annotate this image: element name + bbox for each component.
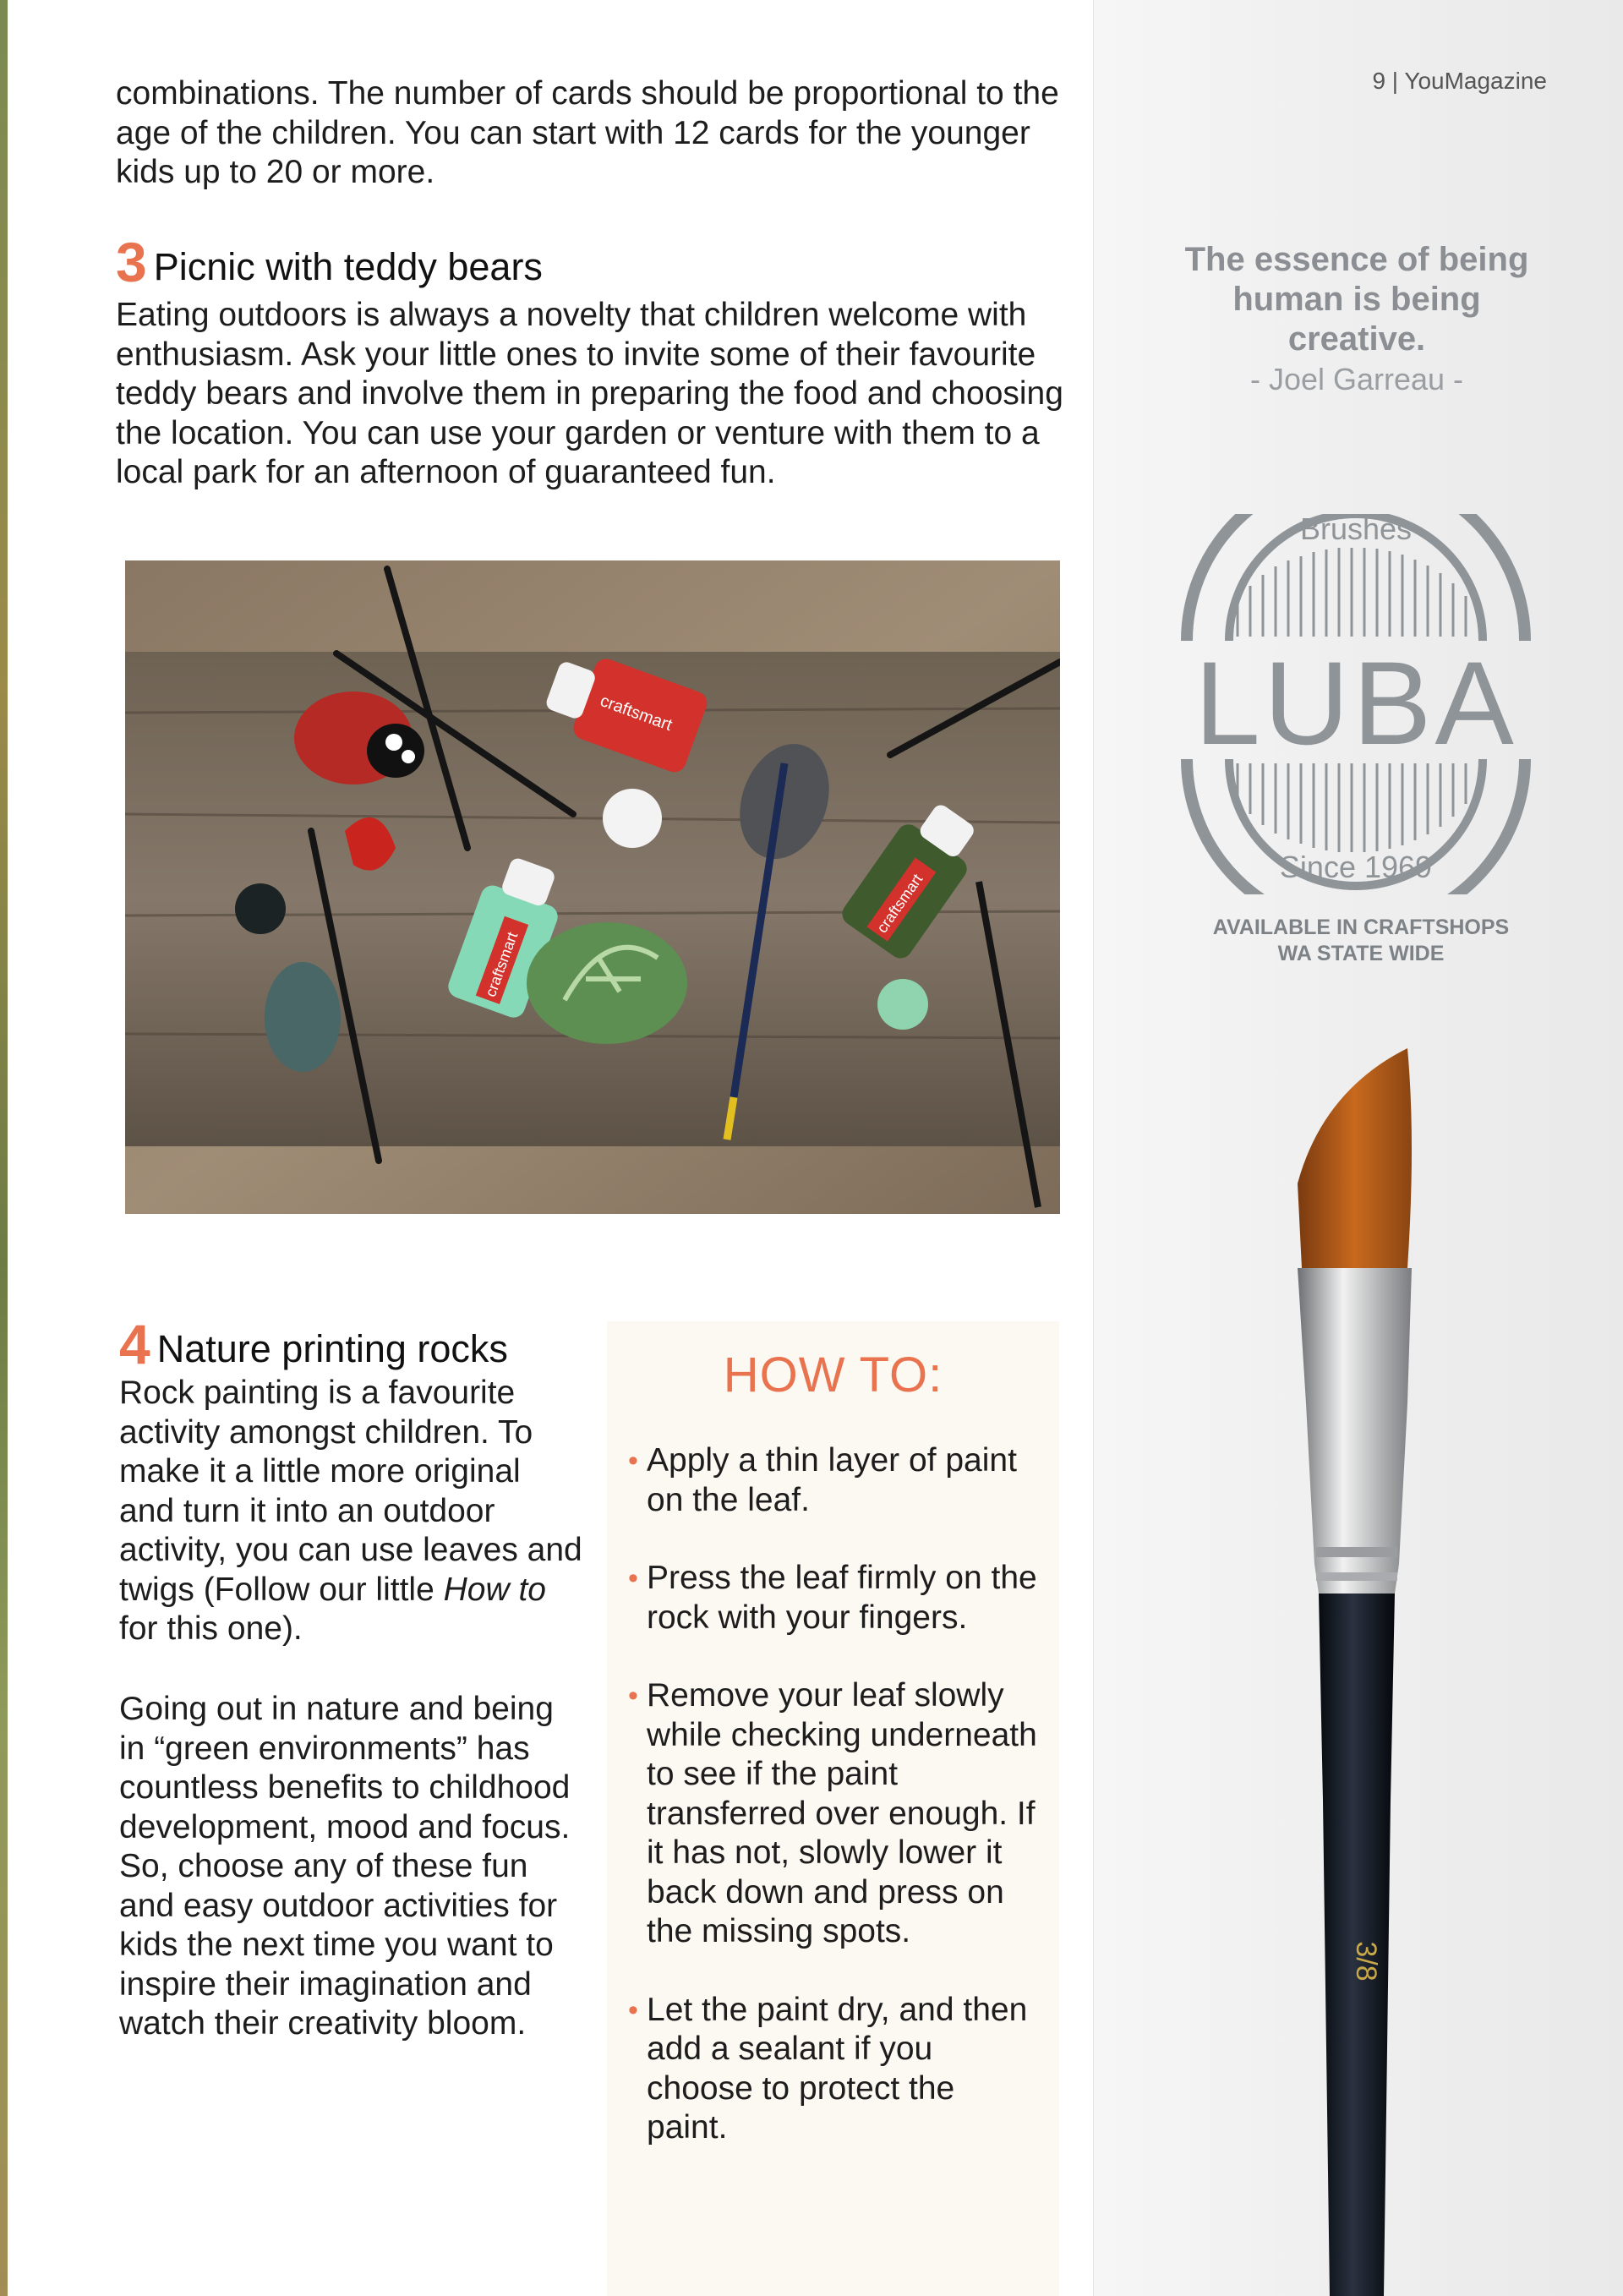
bullet-icon: • bbox=[628, 1680, 638, 1712]
how-to-step: • Remove your leaf slowly while checking underneath to see if the paint transferred over enough. If it has not, slowly lower it back down and press on the missing spots. bbox=[628, 1677, 1037, 1949]
section-4-body-end: for this one). bbox=[119, 1610, 303, 1647]
logo-top-text: Brushes bbox=[1299, 514, 1413, 546]
logo-bottom-text: Since 1969 bbox=[1279, 850, 1433, 884]
section-4-title: Nature printing rocks bbox=[156, 1327, 508, 1370]
availability-line-1: AVAILABLE IN CRAFTSHOPS bbox=[1212, 916, 1510, 939]
brush-size-label: 3/8 bbox=[1350, 1941, 1382, 1982]
paintbrush-image bbox=[1272, 1040, 1441, 2296]
section-3-body: Eating outdoors is always a novelty that children welcome with enthusiasm. Ask your little ones to invite some of their favourite teddy bears and involve them in preparing the food and choosing the location. You can use your garden or venture with them to a local park for an afternoon of guaranteed fun. bbox=[116, 297, 1063, 490]
how-to-title: HOW TO: bbox=[723, 1348, 943, 1402]
left-edge-photo-strip bbox=[0, 0, 8, 2296]
section-3-heading bbox=[116, 231, 877, 293]
bottle-label-red: craftsmart bbox=[597, 692, 675, 735]
how-to-step: • Press the leaf firmly on the rock with your fingers. bbox=[628, 1560, 1037, 1636]
rock-painting-photo bbox=[125, 560, 1060, 1214]
bullet-icon: • bbox=[628, 1993, 638, 2026]
how-to-steps bbox=[630, 1441, 1044, 2187]
how-to-step: • Let the paint dry, and then add a sealant if you choose to protect the paint. bbox=[628, 1991, 1028, 2146]
bullet-icon: • bbox=[628, 1562, 638, 1594]
section-4-heading bbox=[119, 1313, 643, 1375]
section-3-number: 3 bbox=[116, 231, 147, 293]
sidebar-quote: The essence of being human is being creative. bbox=[1184, 241, 1529, 358]
page-number: 9 | YouMagazine bbox=[1372, 68, 1547, 94]
availability-note bbox=[1183, 915, 1538, 967]
how-to-reference: How to bbox=[443, 1571, 546, 1608]
bullet-icon: • bbox=[628, 1445, 638, 1477]
section-4-body-start: Rock painting is a favourite activity amongst children. To make it a little more original and turn it into an outdoor activity, you can use leaves and twigs (Follow our little bbox=[119, 1375, 582, 1608]
how-to-box bbox=[607, 1321, 1059, 2296]
quote-author: - Joel Garreau - bbox=[1249, 362, 1464, 396]
intro-paragraph: combinations. The number of cards should be proportional to the age of the children. You can start with 12 cards for the younger kids up to 20 or more. bbox=[116, 75, 1059, 190]
bottle-label-green: craftsmart bbox=[873, 871, 926, 937]
logo-name: LUBA bbox=[1194, 637, 1517, 769]
section-3-title: Picnic with teddy bears bbox=[153, 245, 543, 288]
bottle-label-mint: craftsmart bbox=[482, 929, 522, 999]
luba-brushes-logo bbox=[1178, 514, 1533, 894]
availability-line-2: WA STATE WIDE bbox=[1277, 942, 1445, 965]
section-4-body-2: Going out in nature and being in “green environments” has countless benefits to childhood development, mood and focus. So, choose any of these fun and easy outdoor activities for kids the next time you want to inspire their imagination and watch their creativity bloom. bbox=[119, 1691, 571, 2042]
section-4-body bbox=[119, 1374, 584, 1649]
section-4-number: 4 bbox=[119, 1313, 150, 1375]
how-to-step: • Apply a thin layer of paint on the leaf. bbox=[628, 1442, 1017, 1518]
